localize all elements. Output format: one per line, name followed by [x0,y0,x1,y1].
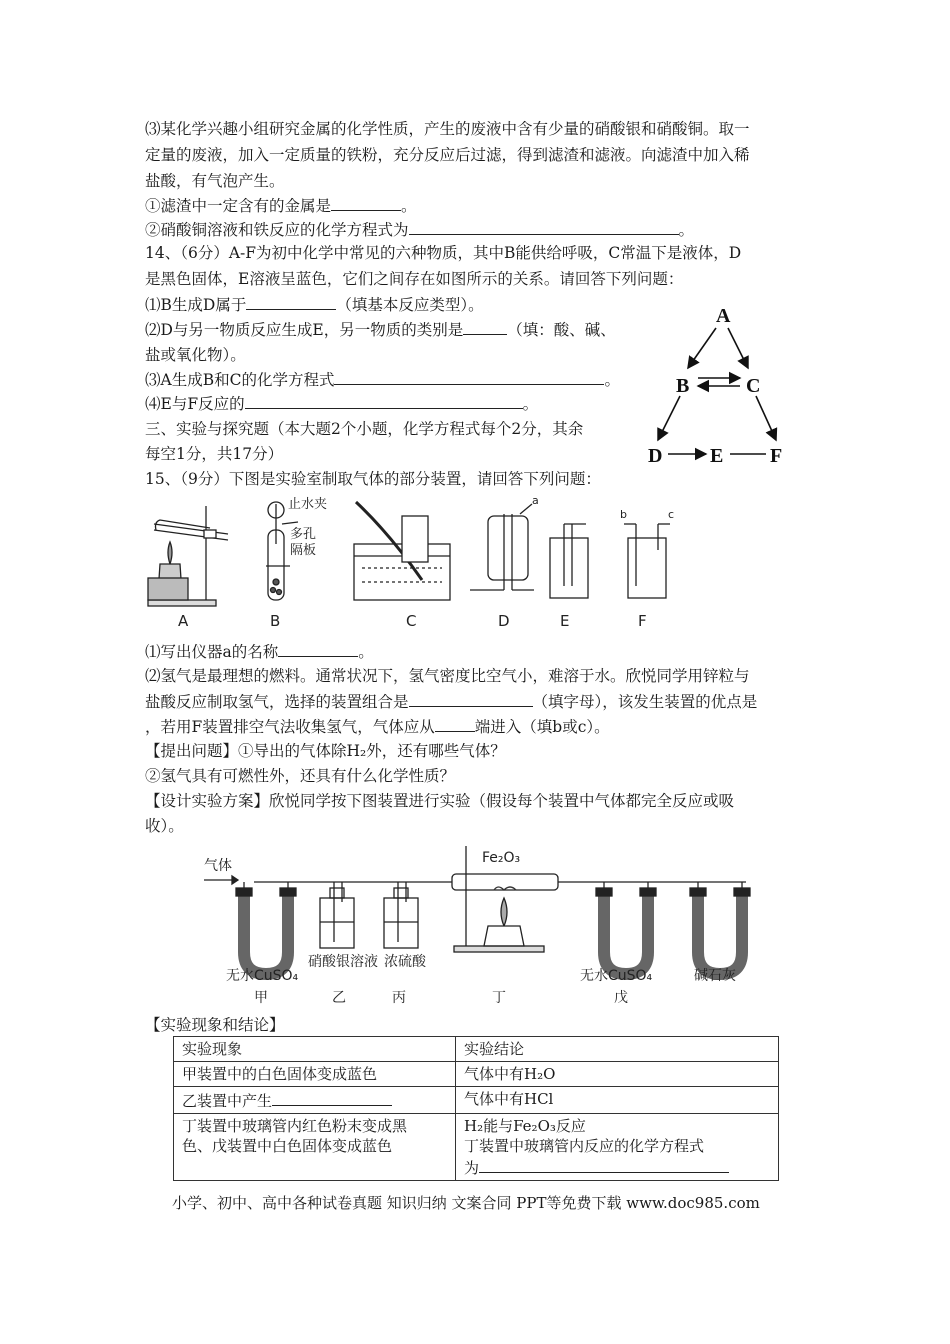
q14-sub-3: ⑶A生成B和C的化学方程式 。 [145,368,620,391]
soda-lime-label: 碱石灰 [694,968,736,984]
tube-b-label: b [620,508,627,521]
part3-question-1: ①滤渣中一定含有的金属是 。 [145,194,417,217]
instrument-a-label: a [532,494,539,507]
question-1: 【提出问题】①导出的气体除H₂外，还有哪些气体？ [145,742,506,760]
table-cell: 甲装置中的白色固体变成蓝色 [174,1062,456,1087]
table-cell: H₂能与Fe₂O₃反应 丁装置中玻璃管内反应的化学方程式 为 [456,1114,779,1181]
apparatus-label-d: D [498,612,510,630]
clamp-label: 止水夹 [288,497,328,512]
results-heading-text: 【实验现象和结论】 [145,1016,285,1034]
device-yi-label: 乙 [332,990,346,1006]
q14-sub-4: ⑷E与F反应的 。 [145,392,538,415]
answer-blank[interactable] [435,715,475,732]
answer-blank[interactable] [245,392,523,409]
table-row [174,1087,779,1114]
device-wu-label: 戊 [614,990,628,1006]
results-table [173,1036,779,1181]
h2so4-label: 浓硫酸 [384,954,426,970]
q15-sub-2-line-2: 盐酸反应制取氢气，选择的装置组合是 （填字母），该发生装置的优点是 [145,690,757,713]
table-header: 实验现象 [174,1037,456,1062]
experiment-setup-figure [198,842,754,1008]
fe2o3-label: Fe₂O₃ [482,850,521,866]
apparatus-label-e: E [560,612,570,630]
porous-plate-label-2: 隔板 [290,543,317,558]
cuso4-label-2: 无水CuSO₄ [580,968,653,984]
answer-blank[interactable] [331,194,401,211]
device-bing-label: 丙 [392,990,406,1006]
table-cell: 气体中有HCl [456,1087,779,1114]
part3-intro-line-2: 定量的废液，加入一定质量的铁粉，充分反应后过滤，得到滤渣和滤液。向滤渣中加入稀 [145,146,750,164]
q14-line-2: 是黑色固体，E溶液呈蓝色，它们之间存在如图所示的关系。请回答下列问题： [145,270,684,288]
apparatus-label-c: C [406,612,417,630]
section3-line-1: 三、实验与探究题（本大题2个小题，化学方程式每个2分，其余 [145,420,584,438]
arrow-a-b [688,328,716,368]
q15-sub-2-line-1: ⑵氢气是最理想的燃料。通常状况下，氢气密度比空气小，难溶于水。欣悦同学用锌粒与 [145,667,750,685]
table-row [174,1062,779,1087]
arrow-b-d [658,396,680,440]
table-cell: 气体中有H₂O [456,1062,779,1087]
answer-blank[interactable] [463,318,507,335]
apparatus-label-a: A [178,612,189,630]
table-row [174,1114,779,1181]
arrow-c-f [756,396,776,440]
design-line-1: 【设计实验方案】欣悦同学按下图装置进行实验（假设每个装置中气体都完全反应或吸 [145,792,735,810]
node-f: F [770,445,783,467]
device-jia-label: 甲 [254,990,268,1006]
section3-line-2: 每空1分，共17分） [145,445,284,463]
agno3-label: 硝酸银溶液 [308,954,378,970]
table-cell: 乙装置中产生 [174,1087,456,1114]
answer-blank[interactable] [246,293,336,310]
relationship-diagram [640,298,800,468]
node-a: A [716,305,731,327]
cuso4-label-1: 无水CuSO₄ [226,968,299,984]
answer-blank[interactable] [334,368,604,385]
apparatus-label-b: B [270,612,281,630]
part3-question-2: ②硝酸铜溶液和铁反应的化学方程式为 。 [145,218,694,241]
answer-blank[interactable] [278,640,358,657]
answer-blank[interactable] [479,1156,729,1173]
q14-sub-2-cont: 盐或氧化物）。 [145,346,246,364]
q14-sub-1: ⑴B生成D属于 （填基本反应类型）。 [145,293,484,316]
answer-blank[interactable] [409,690,533,707]
porous-plate-label-1: 多孔 [290,527,317,542]
table-cell: 丁装置中玻璃管内红色粉末变成黑 色、戊装置中白色固体变成蓝色 [174,1114,456,1181]
table-header-row [174,1037,779,1062]
page-footer: 小学、初中、高中各种试卷真题 知识归纳 文案合同 PPT等免费下载 www.doc985.com [172,1194,760,1212]
node-c: C [746,375,761,397]
arrow-a-c [728,328,748,368]
part3-intro-line-1: ⑶某化学兴趣小组研究金属的化学性质，产生的废液中含有少量的硝酸银和硝酸铜。取一 [145,120,750,138]
tube-c-label: c [668,508,675,521]
node-e: E [710,445,724,467]
part3-intro-line-3: 盐酸，有气泡产生。 [145,172,285,190]
node-d: D [648,445,663,467]
q15-line-1: 15、（9分）下图是实验室制取气体的部分装置，请回答下列问题： [145,470,601,488]
node-b: B [676,375,690,397]
q14-sub-2: ⑵D与另一物质反应生成E，另一物质的类别是 （填：酸、碱、 [145,318,616,341]
gas-label: 气体 [204,858,232,874]
q15-sub-2-line-3: ，若用F装置排空气法收集氢气，气体应从 端进入（填b或c）。 [145,715,610,738]
answer-blank[interactable] [409,218,679,235]
apparatus-figure [140,494,700,634]
design-line-2: 收）。 [145,817,184,835]
question-2: ②氢气具有可燃性外，还具有什么化学性质？ [145,767,456,785]
answer-blank[interactable] [272,1089,392,1106]
stand-base [148,600,216,606]
table-header: 实验结论 [456,1037,779,1062]
q14-line-1: 14、（6分）A-F为初中化学中常见的六种物质，其中B能供给呼吸，C常温下是液体，D [145,244,742,262]
apparatus-label-f: F [638,612,647,630]
q15-sub-1: ⑴写出仪器a的名称 。 [145,640,374,663]
device-ding-label: 丁 [492,990,506,1006]
